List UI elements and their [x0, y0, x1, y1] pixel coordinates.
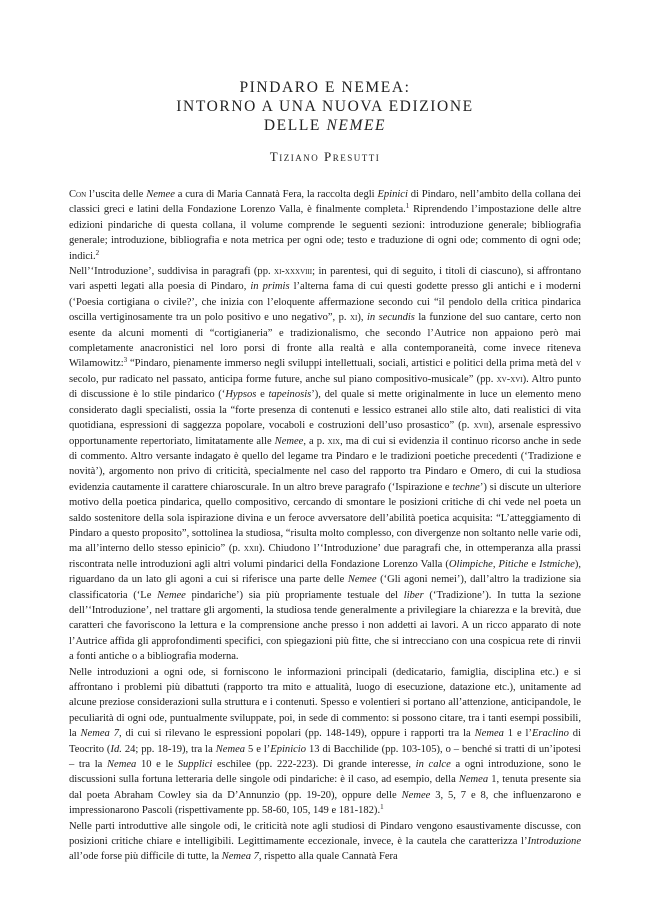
article-title-line-3: [69, 116, 581, 135]
text-run: ’) si discute un ulteriore motivo della poetica pindarica, quello compositivo, cercando di smontare le posizioni critiche di chi vede nel poeta un saldo sostenitore della sola ispirazione divina e un feroce avversatore dell’abilità poetica acquisita: “L’atteggiamento di Pindaro a questo proposito”, sottolinea la studiosa, “risulta molto complesso, con divergenze non soltanto nelle varie odi, ma all’interno dello stesso epinicio” (p.: [69, 481, 581, 555]
text-run: , ma di cui si evidenzia il continuo ricorso anche in sede di commento. Altro versante indagato è quello del legame tra Pindaro e le tradizioni poetiche precedenti (‘Tradizione e novità’), argomento non privo di criticità, specialmente nel caso del rapporto tra Pindaro e Omero, di cui la studiosa evidenzia cautamente il carattere chiaroscurale. In un altro breve paragrafo (‘Ispirazione e: [69, 435, 582, 493]
text-run: xvii: [473, 420, 489, 432]
text-run: Nemea 7: [80, 728, 119, 740]
text-run: 1 e l’: [503, 728, 532, 740]
text-run: 10 e le: [136, 759, 178, 771]
article-author: Tiziano Presutti: [269, 149, 381, 164]
paragraph: [69, 264, 581, 665]
text-run: ), arsenale espressivo opportunamente repertoriato, limitatamente alle: [69, 420, 581, 447]
text-run: Introduzione: [527, 836, 581, 848]
text-run: (‘Tradizione’). In tutta la sezione dell’‘Introduzione’, nel trattare gli argomenti, la studiosa tende generalmente a privilegiare la chiarezza e la brevità, due caratteri che favoriscono la lettura e la comprensione anche presso i non addetti ai lavori. A un ricco apparato di note l’Autrice affida gli approfondimenti specifici, con spiegazioni più fitte, che si intrecciano con una cospicua rete di rinvii a fonti antiche o a bibliografia moderna.: [69, 589, 581, 663]
article-body: [69, 187, 581, 865]
text-run: 13 di Bacchilide (pp. 103-105), o – benché si tratti di un’ipotesi – tra la: [69, 743, 581, 771]
text-run: 1, tenuta presente sia dal poeta Abraham Cowley sia da D’Annunzio (pp. 19-20), oppure delle: [69, 774, 581, 801]
text-run: “Pindaro, pienamente immerso negli sviluppi intellettuali, sociali, artistici e politici della prima metà del: [127, 358, 576, 370]
article-title-italic: NEMEE: [326, 117, 387, 134]
paragraph: [69, 187, 581, 264]
text-run: all’ode forse più difficile di tutte, la: [69, 851, 222, 863]
text-run: Riprendendo l’impostazione delle altre edizioni pindariche di questa collana, il volume comprende le seguenti sezioni: introduzione generale; bibliografia generale; introduzione, bibliografia e nota metrica per ogni ode; testo e traduzione di ogni ode; commento di ogni ode; indici.: [69, 204, 582, 262]
text-run: Epinicio: [270, 743, 307, 755]
article-title-line-2: INTORNO A UNA NUOVA EDIZIONE: [176, 98, 474, 115]
text-run: Eraclino: [531, 728, 569, 740]
text-run: eschilee (pp. 222-223). Di grande interesse,: [212, 759, 416, 771]
text-run: in calce: [415, 759, 451, 771]
text-run: Con: [69, 189, 87, 200]
text-run: , a p.: [303, 435, 328, 447]
text-run: tapeinosis: [268, 389, 312, 401]
text-run: ; in parentesi, qui di seguito, i titoli di ciascuno), si affrontano vari aspetti legati alla poesia di Pindaro,: [69, 266, 581, 293]
text-run: Id.: [110, 743, 122, 755]
text-run: Istmiche: [539, 558, 575, 570]
footnote-ref: 1: [380, 803, 384, 812]
text-run: xix: [327, 435, 341, 447]
text-run: 5 e l’: [245, 743, 271, 755]
text-run: Nemea: [458, 774, 489, 786]
text-run: di Teocrito (: [69, 728, 582, 755]
text-run: ),: [357, 312, 367, 324]
text-run: l’alterna fama di cui questi godette presso gli antichi e i moderni (‘Poesia cortigiana o civile?’, che inizia con l’eloquente affermazione secondo cui “il pendolo della critica pindarica oscilla vertiginosamente tra un polo positivo e uno negativo”, p.: [69, 281, 581, 324]
text-run: la funzione del suo cantare, certo non esente da alcuni momenti di “cortigianeria” e tradizionalismo, che secondo l’Autrice non appaiono però mai completamente anacronistici nel loro porsi di fronte alla realtà e alla contemporaneità, come invece riteneva Wilamowitz:: [69, 312, 581, 370]
article-title-line-3-prefix: DELLE: [263, 117, 327, 134]
text-run: , di cui si rilevano le espressioni popolari (pp. 148-149), oppure i rapporti tra la: [118, 728, 475, 740]
text-run: Nelle introduzioni a ogni ode, si forniscono le informazioni principali (dedicatario, famiglia, disciplina etc.) e si affrontano i problemi più dibattuti (rapporto tra mito e attualità, luogo di esecuzione, datazione etc.), unitamente ad alcune preziose considerazioni sulla struttura e i contenuti. Spesso e volentieri si portano all’attenzione, anticipandole, le peculiarità di ogni ode, puntualmente sviluppate, poi, in sede di commento: si possono citare, tra i tanti esempi possibili, la: [69, 666, 581, 740]
text-run: Nelle parti introduttive alle singole odi, le criticità note agli studiosi di Pindaro vengono esaustivamente discusse, con posizioni critiche chiare e intelligibili. Legittimamente eccezionale, invece, è la cautela che caratterizza l’: [69, 820, 581, 848]
footnote-ref: 3: [123, 356, 128, 365]
text-run: 24; pp. 18-19), tra la: [121, 743, 216, 755]
text-run: ). Altro punto di discussione è lo stile pindarico (‘: [69, 373, 581, 401]
text-run: Nell’‘Introduzione’, suddivisa in paragrafi (pp.: [69, 266, 275, 278]
text-run: Nemea: [474, 728, 504, 740]
text-run: xv-xvi: [496, 373, 523, 385]
text-run: in primis: [250, 281, 290, 293]
text-run: techne: [452, 481, 480, 493]
text-run: xi: [349, 312, 358, 324]
text-run: 3, 5, 7 e 8, che influenzarono e impressionarono Pascoli (rispettivamente pp. 58-60, 105, 149 e 181-182).: [69, 789, 581, 817]
text-run: ’), del quale si mette originalmente in luce un elemento meno considerato dagli specialisti, ossia la “forte presenza di contenuti e lessico estranei allo stile alto, dati realistici di vita quotidiana, espressioni di saggezza popolare, vocaboli e costruzioni dell’uso prosastico” (p.: [69, 389, 581, 432]
footnote-ref: 2: [95, 248, 100, 257]
paragraph: [69, 665, 581, 819]
text-run: di Pindaro, nell’ambito della collana dei classici greci e latini della Fondazione Lorenzo Valla, è finalmente completa.: [69, 189, 581, 216]
text-run: l’uscita delle: [86, 189, 147, 200]
text-run: Nemee: [347, 574, 377, 586]
text-run: e: [528, 558, 540, 570]
text-run: Epinici: [377, 189, 408, 200]
text-run: Nemea: [106, 759, 137, 771]
text-run: in secundis: [366, 312, 415, 324]
text-run: Nemee: [146, 189, 175, 200]
text-run: Nemea: [215, 743, 246, 755]
text-run: xxii: [243, 543, 259, 555]
text-run: Nemee: [157, 589, 186, 601]
text-run: ), riguardano da un lato gli agoni a cui si riferisce una parte delle: [69, 558, 581, 586]
text-run: Supplici: [177, 759, 213, 771]
text-run: pindariche’) sia più propriamente testuale del: [185, 589, 404, 601]
text-run: a cura di Maria Cannatà Fera, la raccolta degli: [174, 189, 378, 200]
text-run: ). Chiudono l’‘Introduzione’ due paragrafi che, in ottemperanza alla prassi riscontrata nelle introduzioni agli altri volumi pindarici della Fondazione Lorenzo Valla (: [69, 543, 581, 570]
paragraph: [69, 819, 581, 865]
footnote-ref: 1: [405, 202, 410, 211]
text-run: (‘Gli agoni nemei’), dall’altro la tradizione sia classificatoria (‘Le: [69, 574, 581, 601]
text-run: , rispetto alla quale Cannatà Fera: [258, 851, 398, 863]
article-title-line-1: PINDARO E NEMEA:: [239, 79, 411, 96]
text-run: a ogni introduzione, sono le discussioni sulla fortuna letteraria delle singole odi pindariche: è il caso, ad esempio, della: [69, 759, 581, 786]
text-run: Hypsos: [225, 389, 257, 401]
text-run: liber: [403, 589, 424, 601]
text-run: Nemee: [401, 789, 431, 801]
text-run: v: [575, 358, 581, 370]
text-run: Nemee: [274, 435, 304, 447]
text-run: secolo, pur radicato nel passato, anticipa forme future, anche sul piano compositivo-musicale” (pp.: [69, 373, 497, 385]
article-header: [69, 78, 581, 165]
text-run: xi-xxxviii: [274, 266, 313, 278]
text-run: e: [256, 389, 269, 401]
text-run: Nemea 7: [221, 851, 259, 863]
text-run: Olimpiche, Pitiche: [448, 558, 529, 570]
